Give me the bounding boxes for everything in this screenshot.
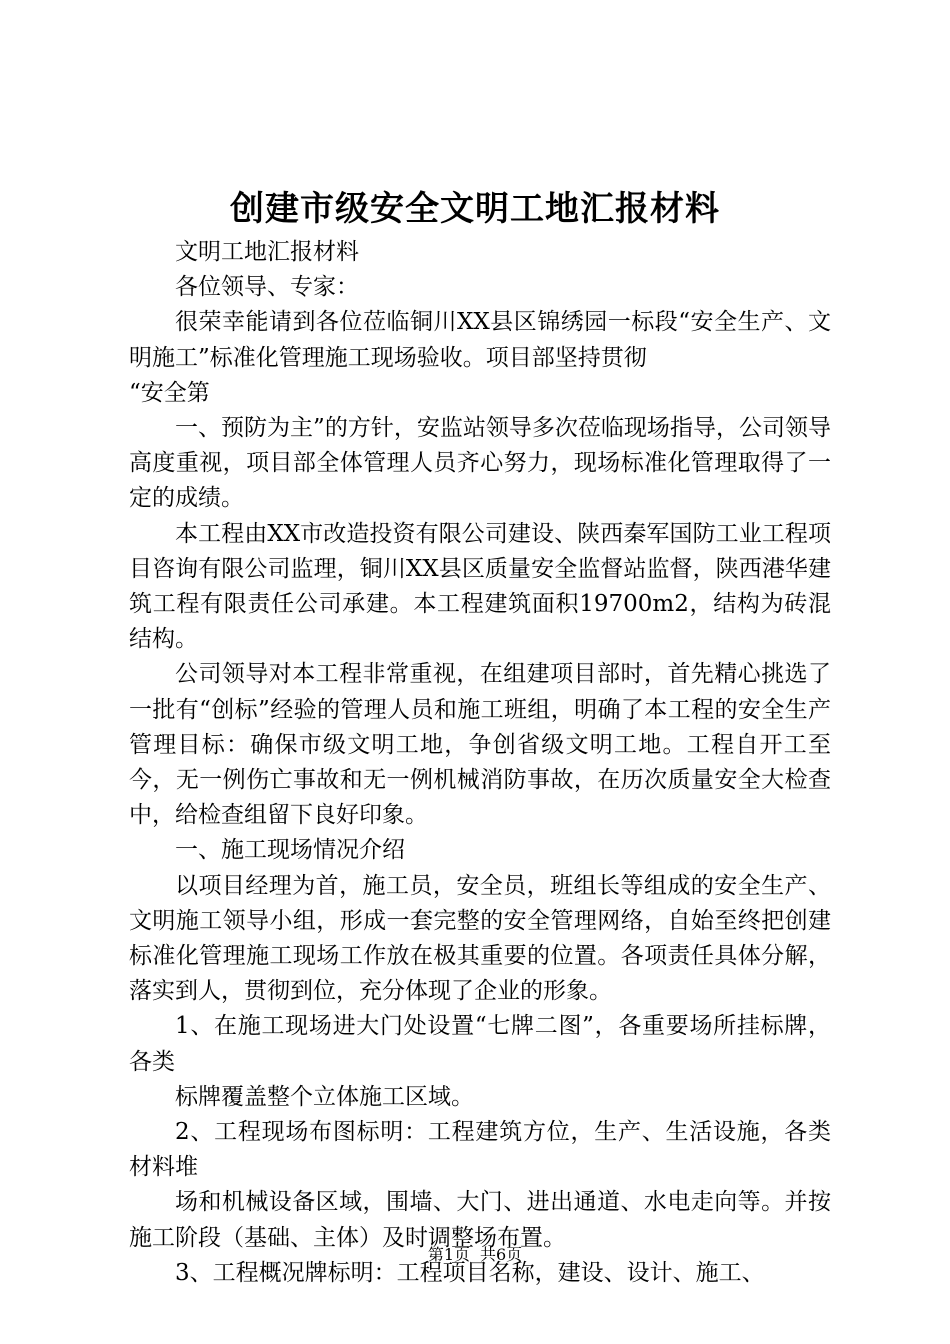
list-item-1: 1、在施工现场进大门处设置“七牌二图”，各重要场所挂标牌，各类	[129, 1013, 831, 1075]
paragraph-subtitle: 文明工地汇报材料	[175, 239, 359, 265]
page-footer	[0, 1244, 950, 1266]
paragraph-intro: 很荣幸能请到各位莅临铜川XX县区锦绣园一标段“安全生产、文明施工”标准化管理施工现场验收。项目部坚持贯彻	[129, 309, 831, 371]
list-item-1-continued: 标牌覆盖整个立体施工区域。	[175, 1083, 474, 1110]
paragraph-intro-continued: “安全第	[129, 379, 210, 406]
paragraph-management-goals: 公司领导对本工程非常重视，在组建项目部时，首先精心挑选了一批有“创标”经验的管理人员和施工班组，明确了本工程的安全生产管理目标：确保市级文明工地，争创省级文明工地。工程自开工至今，无一例伤亡事故和无一例机械消防事故，在历次质量安全大检查中，给检查组留下良好印象。	[129, 661, 831, 829]
page-number: 第1页	[427, 1245, 470, 1264]
list-item-2-continued: 场和机械设备区域，围墙、大门、进出通道、水电走向等。并按施工阶段（基础、主体）及时调整场布置。	[129, 1189, 831, 1251]
page-total: 共6页	[480, 1245, 523, 1264]
section-heading: 一、施工现场情况介绍	[175, 837, 405, 864]
paragraph-salutation: 各位领导、专家：	[175, 274, 359, 301]
paragraph-project-overview: 本工程由XX市改造投资有限公司建设、陕西秦军国防工业工程项目咨询有限公司监理，铜川XX县区质量安全监督站监督，陕西港华建筑工程有限责任公司承建。本工程建筑面积19700m2，结构为砖混结构。	[129, 520, 831, 653]
list-item-3: 3、工程概况牌标明：工程项目名称，建设、设计、施工、	[175, 1259, 765, 1286]
document-title: 创建市级安全文明工地汇报材料	[230, 189, 720, 229]
paragraph-policy: 一、预防为主”的方针，安监站领导多次莅临现场指导，公司领导高度重视，项目部全体管理人员齐心努力，现场标准化管理取得了一定的成绩。	[129, 415, 831, 512]
paragraph-safety-team: 以项目经理为首，施工员，安全员，班组长等组成的安全生产、文明施工领导小组，形成一套完整的安全管理网络，自始至终把创建标准化管理施工现场工作放在极其重要的位置。各项责任具体分解，落实到人，贯彻到位，充分体现了企业的形象。	[129, 872, 831, 1005]
list-item-2: 2、工程现场布图标明：工程建筑方位，生产、生活设施，各类材料堆	[129, 1119, 831, 1181]
document-body	[129, 235, 831, 1291]
